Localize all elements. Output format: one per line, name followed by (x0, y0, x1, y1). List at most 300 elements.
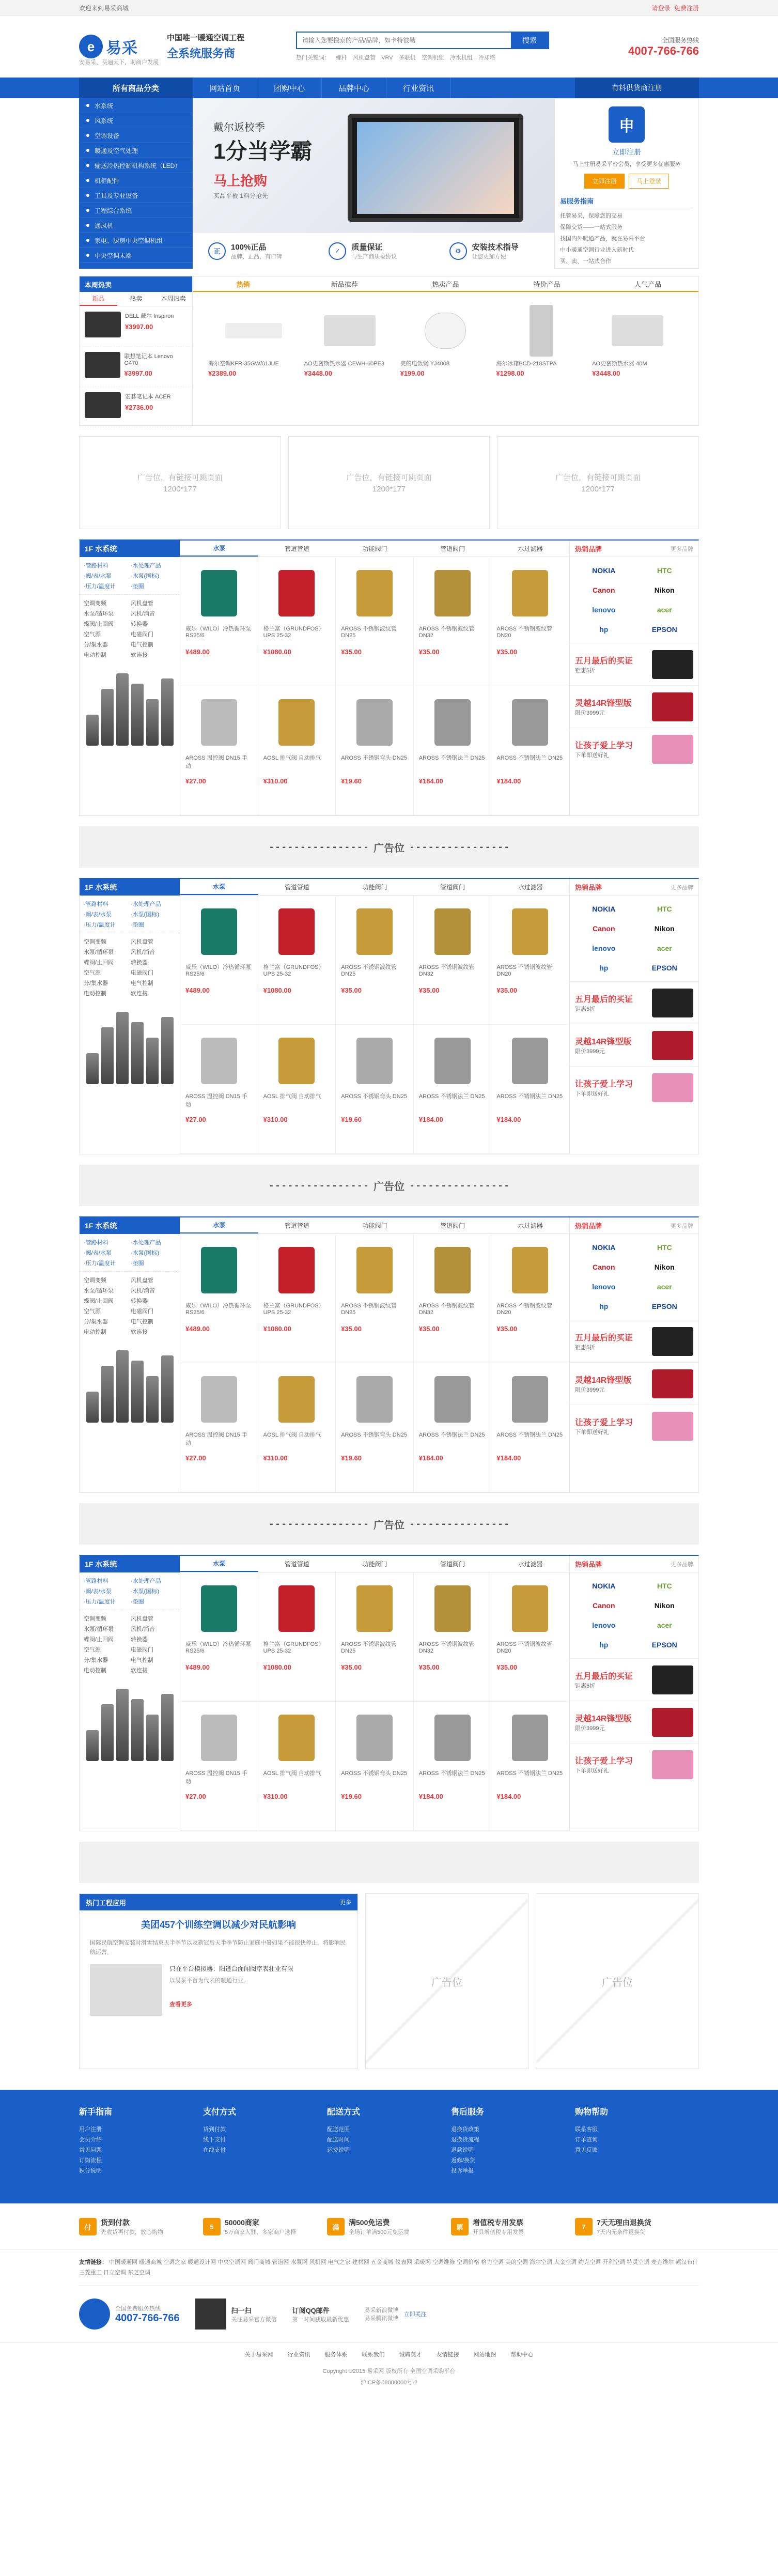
promo-item[interactable]: 让孩子爱上学习 下单即送好礼 (570, 1066, 698, 1108)
footer-link[interactable]: 常见问题 (79, 2147, 102, 2153)
product-card[interactable]: AROSS 温控阀 DN15 手动 ¥27.00 (180, 1363, 258, 1492)
product-card[interactable]: 海尔冰箱BCD-218STPA ¥1298.00 (496, 302, 587, 377)
product-card[interactable]: AROSS 不锈钢波纹管 DN32 ¥35.00 (414, 1572, 492, 1702)
ad-slot[interactable]: 广告位 (536, 1893, 699, 2069)
product-card[interactable]: AOSL 排气阀 自动排气 ¥310.00 (258, 1363, 336, 1492)
floor-category[interactable]: 电动控制 (84, 1329, 106, 1335)
floor-category[interactable]: 风机盘管 (131, 600, 153, 607)
product-card[interactable]: AROSS 不锈钢波纹管 DN32 ¥35.00 (414, 557, 492, 686)
pump-image (101, 689, 114, 746)
category-item[interactable]: 水系统 (79, 98, 193, 113)
guarantee-item: 付 货到付款 先收货再付款，放心购物 (79, 2217, 203, 2236)
promo-item[interactable]: 灵越14R锋型版 限价3999元 (570, 685, 698, 728)
promo-item[interactable]: 五月最后的买证 钜惠5折 (570, 1658, 698, 1701)
floor-category[interactable]: 空调变频 (84, 600, 106, 607)
floor-category[interactable]: 电气控制 (131, 1319, 153, 1325)
floor-tab[interactable]: 管道管道 (284, 1222, 309, 1229)
floor-subcategory[interactable]: ·垫圈 (131, 1260, 144, 1267)
floor-tab[interactable]: 管道管道 (284, 545, 309, 552)
hot-keyword[interactable]: 冷却塔 (478, 55, 495, 61)
promo-item[interactable]: 让孩子爱上学习 下单即送好礼 (570, 728, 698, 770)
floor-subcategory[interactable]: ·压力/温度计 (84, 1260, 116, 1267)
brand-logo[interactable]: EPSON (651, 1641, 677, 1649)
floor-category[interactable]: 风机/消音 (131, 1288, 155, 1294)
category-item[interactable]: 输送冷热控制机构系统（LED） (79, 158, 193, 173)
list-item[interactable]: 宏碁笔记本 ACER ¥2736.00 (80, 387, 192, 427)
brand-logo[interactable]: lenovo (592, 944, 616, 952)
floor-category[interactable]: 电磁阀门 (131, 631, 153, 638)
floor-category[interactable]: 转换器 (131, 1298, 148, 1304)
floor-category[interactable]: 电磁阀门 (131, 1647, 153, 1653)
promo-item[interactable]: 灵越14R锋型版 限价3999元 (570, 1024, 698, 1066)
brand-logo[interactable]: hp (599, 1641, 609, 1649)
footer-link[interactable]: 订购流程 (79, 2157, 102, 2164)
tab-hot-products[interactable]: 热卖产品 (432, 280, 459, 288)
hot-keyword[interactable]: 螺杆 (336, 55, 348, 61)
product-card[interactable]: AROSS 不锈钢波纹管 DN25 ¥35.00 (336, 1572, 414, 1702)
top-bar-right (650, 4, 699, 12)
brand-logo[interactable]: lenovo (592, 1621, 616, 1629)
pump-image (146, 1038, 159, 1084)
more-brands-link[interactable]: 更多品牌 (671, 546, 693, 552)
news-headline[interactable]: 美团457个训练空调以减少对民航影响 (141, 1920, 297, 1930)
floor-subcategory[interactable]: ·阀/表/水泵 (84, 573, 112, 579)
footer-link[interactable]: 会员介绍 (79, 2137, 102, 2143)
guide-item[interactable]: 托管易采，保障您的交易 (560, 213, 623, 219)
product-image (512, 1585, 548, 1632)
floor-category[interactable]: 软连接 (131, 991, 148, 997)
nav-item-home[interactable]: 网站首页 (193, 78, 257, 98)
product-card[interactable]: AROSS 不锈钢波纹管 DN20 ¥35.00 (491, 557, 569, 686)
hot-keyword[interactable]: VRV (381, 55, 393, 61)
product-card[interactable]: AROSS 不锈钢法兰 DN25 ¥184.00 (491, 1363, 569, 1492)
footer-link[interactable]: 退换货政策 (451, 2126, 479, 2133)
floor-category[interactable]: 电气控制 (131, 1657, 153, 1663)
product-image (278, 699, 315, 746)
more-brands-link[interactable]: 更多品牌 (671, 1561, 693, 1568)
category-item[interactable]: 通风机 (79, 218, 193, 233)
tab-hot[interactable]: 热卖 (130, 295, 143, 302)
bottom-link[interactable]: 网站地图 (473, 2352, 496, 2358)
floor-tab[interactable]: 水泵 (180, 1217, 258, 1233)
footer-link[interactable]: 运费说明 (327, 2147, 350, 2153)
guarantee-icon: 7 (575, 2218, 593, 2235)
brand-logo[interactable]: hp (599, 1302, 609, 1310)
brand-logo[interactable]: acer (657, 1621, 672, 1629)
floor-subcategory[interactable]: ·垫圈 (131, 1599, 144, 1605)
floor-tab[interactable]: 水过滤器 (518, 1222, 543, 1229)
brand-logo[interactable]: Nikon (654, 586, 675, 594)
product-card[interactable]: AROSS 不锈钢法兰 DN25 ¥184.00 (491, 1025, 569, 1154)
search-input[interactable] (297, 33, 511, 48)
bullet-icon (86, 194, 89, 197)
category-item[interactable]: 家电、厨房中央空调机组 (79, 233, 193, 248)
register-link[interactable]: 免费注册 (674, 4, 699, 12)
ad-slot[interactable]: 广告位，有链接可跳页面 1200*177 (497, 436, 699, 529)
floor-tab[interactable]: 管道阀门 (440, 884, 465, 891)
login-button[interactable]: 马上登录 (629, 174, 669, 189)
ad-slot[interactable]: 广告位，有链接可跳页面 1200*177 (79, 436, 281, 529)
brand-logo[interactable]: EPSON (651, 625, 677, 634)
hot-keyword[interactable]: 风机盘管 (353, 55, 376, 61)
floor-subcategory[interactable]: ·压力/温度计 (84, 1599, 116, 1605)
search-button[interactable]: 搜索 (511, 33, 548, 48)
category-item[interactable]: 工具及专业设备 (79, 188, 193, 203)
follow-link[interactable]: 立即关注 (403, 2311, 427, 2318)
brand-logo[interactable]: lenovo (592, 1283, 616, 1291)
product-card[interactable]: AROSS 不锈钢弯头 DN25 ¥19.60 (336, 1363, 414, 1492)
product-card[interactable]: AROSS 不锈钢弯头 DN25 ¥19.60 (336, 1702, 414, 1831)
product-card[interactable]: 威乐（WILO）冷热循环泵 RS25/6 ¥489.00 (180, 1234, 258, 1363)
floor-subcategory[interactable]: ·水处理产品 (131, 901, 161, 907)
product-card[interactable]: AROSS 不锈钢弯头 DN25 ¥19.60 (336, 686, 414, 815)
product-card[interactable]: AROSS 不锈钢法兰 DN25 ¥184.00 (414, 686, 492, 815)
floor-category[interactable]: 蝶阀/止回阀 (84, 1298, 114, 1304)
ad-banner[interactable]: - - - - - - - - - - - - - - - - 广告位 - - - - - - - - - - - - - - - - (79, 1503, 699, 1545)
ad-slot[interactable]: 广告位 (365, 1893, 528, 2069)
floor-category[interactable]: 转换器 (131, 960, 148, 966)
bottom-link[interactable]: 友情链接 (436, 2352, 459, 2358)
list-item[interactable]: 联想笔记本 Lenovo G470 ¥3997.00 (80, 347, 192, 387)
brand-logo[interactable]: acer (657, 1283, 672, 1291)
nav-item-brands[interactable]: 品牌中心 (322, 78, 386, 98)
category-item[interactable]: 中央空调末端 (79, 248, 193, 263)
brand-logo[interactable]: acer (657, 944, 672, 952)
floor-category[interactable]: 蝶阀/止回阀 (84, 960, 114, 966)
footer-link[interactable]: 配送时间 (327, 2137, 350, 2143)
product-card[interactable]: 威乐（WILO）冷热循环泵 RS25/6 ¥489.00 (180, 896, 258, 1025)
pump-image (161, 678, 174, 746)
product-image (434, 1715, 471, 1761)
floor-subcategory[interactable]: ·管路材料 (84, 1240, 108, 1246)
floor-category[interactable]: 电磁阀门 (131, 970, 153, 976)
hot-products-row (79, 276, 699, 426)
floor-subcategory[interactable]: ·垫圈 (131, 583, 144, 590)
brand-logo[interactable]: lenovo (592, 606, 616, 614)
floor-tab[interactable]: 管道阀门 (440, 1222, 465, 1229)
product-card[interactable]: AROSS 不锈钢波纹管 DN25 ¥35.00 (336, 557, 414, 686)
bottom-link[interactable]: 帮助中心 (510, 2352, 534, 2358)
promo-item[interactable]: 五月最后的买证 钜惠5折 (570, 1320, 698, 1362)
brand-logo[interactable]: HTC (657, 905, 672, 913)
more-brands-link[interactable]: 更多品牌 (671, 1223, 693, 1229)
brand-logo[interactable]: Canon (592, 586, 615, 594)
register-link-panel[interactable]: 立即注册 (612, 148, 641, 156)
brand-logo[interactable]: hp (599, 625, 609, 634)
product-card[interactable]: AO史密斯热水器 CEWH-60PE3 ¥3448.00 (304, 302, 395, 377)
brand-logo[interactable]: Canon (592, 1263, 615, 1271)
floor-category[interactable]: 软连接 (131, 652, 148, 658)
weekly-tabs (80, 292, 192, 306)
brand-logo[interactable]: EPSON (651, 1302, 677, 1310)
floor-category[interactable]: 电气控制 (131, 642, 153, 648)
tab-popular[interactable]: 人气产品 (634, 280, 662, 288)
floor-category[interactable]: 电气控制 (131, 980, 153, 986)
footer-link[interactable]: 订单查询 (575, 2137, 598, 2143)
floor-subcategory[interactable]: ·管路材料 (84, 901, 108, 907)
footer-link[interactable]: 退款说明 (451, 2147, 474, 2153)
promo-item[interactable]: 让孩子爱上学习 下单即送好礼 (570, 1743, 698, 1785)
floor-subcategory[interactable]: ·阀/表/水泵 (84, 1588, 112, 1595)
promo-item[interactable]: 灵越14R锋型版 限价3999元 (570, 1362, 698, 1405)
tab-new[interactable]: 新品 (80, 292, 117, 306)
supplier-register-button[interactable]: 有料供货商注册 (575, 78, 699, 98)
guide-item[interactable]: 中小暖通空调行业进入新时代 (560, 247, 634, 253)
floor-category[interactable]: 空气源 (84, 1308, 101, 1315)
floor-subcategory[interactable]: ·垫圈 (131, 922, 144, 928)
floor-categories (80, 933, 180, 1001)
floor-subcategory[interactable]: ·水处理产品 (131, 563, 161, 569)
brand-logo[interactable]: HTC (657, 1582, 672, 1590)
floor-subcategory[interactable]: ·阀/表/水泵 (84, 912, 112, 918)
category-item[interactable]: 风系统 (79, 113, 193, 128)
footer-link[interactable]: 在线支付 (203, 2147, 226, 2153)
product-card[interactable]: AROSS 不锈钢波纹管 DN20 ¥35.00 (491, 1572, 569, 1702)
promo-item[interactable]: 五月最后的买证 钜惠5折 (570, 643, 698, 685)
hot-keyword[interactable]: 空调机组 (421, 55, 444, 61)
ad-slot[interactable]: 广告位，有链接可跳页面 1200*177 (288, 436, 490, 529)
floor-category[interactable]: 水泵/循环泵 (84, 1626, 114, 1632)
floor-category[interactable]: 风机盘管 (131, 1277, 153, 1284)
product-card[interactable]: AROSS 温控阀 DN15 手动 ¥27.00 (180, 686, 258, 815)
news-item[interactable]: 只在平台模拟器：阳逢台面闻阅序表壮业有限 以易采平台为代表的暖通行业... 查看更多 (80, 1957, 357, 2023)
floor-subcategory[interactable]: ·水泵(国标) (131, 912, 159, 918)
brand-logo[interactable]: hp (599, 964, 609, 972)
guarantee-bar (0, 2203, 778, 2250)
login-link[interactable]: 请登录 (651, 4, 671, 12)
floor-subcategory[interactable]: ·水处理产品 (131, 1240, 161, 1246)
ad-banner[interactable]: - - - - - - - - - - - - - - - - 广告位 - - - - - - - - - - - - - - - - (79, 826, 699, 868)
floor-subcategory[interactable]: ·阀/表/水泵 (84, 1250, 112, 1256)
floor-category[interactable]: 分/集水器 (84, 642, 108, 648)
floor-tab[interactable]: 水泵 (180, 1556, 258, 1572)
product-card[interactable]: 美的电饭煲 YJ4008 ¥199.00 (400, 302, 491, 377)
guide-item[interactable]: 买、卖、一站式合作 (560, 258, 611, 265)
product-card[interactable]: AROSS 不锈钢法兰 DN25 ¥184.00 (491, 1702, 569, 1831)
floor-category[interactable]: 空调变频 (84, 1616, 106, 1622)
brand-logo[interactable]: NOKIA (592, 1243, 616, 1252)
news-more-link[interactable]: 更多 (340, 1900, 351, 1906)
bullet-icon (86, 149, 89, 152)
floor-tab[interactable]: 水过滤器 (518, 1561, 543, 1568)
product-card[interactable]: AROSS 不锈钢法兰 DN25 ¥184.00 (414, 1025, 492, 1154)
footer-link[interactable]: 退换货流程 (451, 2137, 479, 2143)
floor-category[interactable]: 空气源 (84, 1647, 101, 1653)
product-card[interactable]: AROSS 不锈钢波纹管 DN20 ¥35.00 (491, 896, 569, 1025)
footer-link[interactable]: 货到付款 (203, 2126, 226, 2133)
floor-category[interactable]: 电动控制 (84, 1668, 106, 1674)
floor-subcategory[interactable]: ·水处理产品 (131, 1578, 161, 1584)
category-item[interactable]: 机柜配件 (79, 173, 193, 188)
floor-category[interactable]: 软连接 (131, 1329, 148, 1335)
product-card[interactable]: 格兰富（GRUNDFOS）UPS 25-32 ¥1080.00 (258, 896, 336, 1025)
register-button[interactable]: 立即注册 (584, 174, 625, 189)
bottom-link[interactable]: 关于易采网 (244, 2352, 273, 2358)
product-image (201, 1376, 237, 1423)
product-card[interactable]: AROSS 温控阀 DN15 手动 ¥27.00 (180, 1702, 258, 1831)
brand-logo[interactable]: NOKIA (592, 1582, 616, 1590)
brand-logo[interactable]: Canon (592, 1601, 615, 1610)
product-card[interactable]: 威乐（WILO）冷热循环泵 RS25/6 ¥489.00 (180, 1572, 258, 1702)
floor-subcategory[interactable]: ·压力/温度计 (84, 583, 116, 590)
floor-tab[interactable]: 管道管道 (284, 884, 309, 891)
brand-logo[interactable]: NOKIA (592, 566, 616, 575)
more-brands-link[interactable]: 更多品牌 (671, 884, 693, 891)
banner-line1: 戴尔返校季 (213, 122, 265, 133)
laptop-thumb (85, 392, 121, 418)
product-card[interactable]: 威乐（WILO）冷热循环泵 RS25/6 ¥489.00 (180, 557, 258, 686)
floor-category[interactable]: 空气源 (84, 970, 101, 976)
footer-link[interactable]: 用户注册 (79, 2126, 102, 2133)
product-card[interactable]: 格兰富（GRUNDFOS）UPS 25-32 ¥1080.00 (258, 557, 336, 686)
category-item[interactable]: 工程综合系统 (79, 203, 193, 218)
brand-logo[interactable]: acer (657, 606, 672, 614)
product-card[interactable]: AO史密斯热水器 40M ¥3448.00 (592, 302, 683, 377)
floor-category[interactable]: 风机盘管 (131, 939, 153, 945)
floor-category[interactable]: 分/集水器 (84, 980, 108, 986)
product-card[interactable]: AOSL 排气阀 自动排气 ¥310.00 (258, 1702, 336, 1831)
footer-link[interactable]: 配送范围 (327, 2126, 350, 2133)
ad-banner[interactable]: - - - - - - - - - - - - - - - - 广告位 - - - - - - - - - - - - - - - - (79, 1165, 699, 1206)
product-card[interactable]: AROSS 温控阀 DN15 手动 ¥27.00 (180, 1025, 258, 1154)
product-card[interactable]: AOSL 排气阀 自动排气 ¥310.00 (258, 686, 336, 815)
guide-item[interactable]: 找国内外暖通产品，就在易采平台 (560, 236, 645, 242)
product-card[interactable]: AROSS 不锈钢法兰 DN25 ¥184.00 (414, 1363, 492, 1492)
product-card[interactable]: AROSS 不锈钢弯头 DN25 ¥19.60 (336, 1025, 414, 1154)
floor-subcategory[interactable]: ·管路材料 (84, 1578, 108, 1584)
brand-logo[interactable]: Nikon (654, 1263, 675, 1271)
footer-link[interactable]: 返修/换货 (451, 2157, 476, 2164)
floor-category[interactable]: 空气源 (84, 631, 101, 638)
guide-item[interactable]: 保障交货——一站式服务 (560, 224, 623, 230)
floor-category[interactable]: 风机/消音 (131, 1626, 155, 1632)
product-card[interactable]: 格兰富（GRUNDFOS）UPS 25-32 ¥1080.00 (258, 1572, 336, 1702)
footer-link[interactable]: 联系客服 (575, 2126, 598, 2133)
product-image (201, 908, 237, 955)
product-card[interactable]: AROSS 不锈钢波纹管 DN25 ¥35.00 (336, 1234, 414, 1363)
nav-item-news[interactable]: 行业资讯 (386, 78, 451, 98)
floor-category[interactable]: 空调变频 (84, 1277, 106, 1284)
product-card[interactable]: AROSS 不锈钢波纹管 DN25 ¥35.00 (336, 896, 414, 1025)
brand-logo[interactable]: NOKIA (592, 905, 616, 913)
floor-category[interactable]: 电磁阀门 (131, 1308, 153, 1315)
floor-subcategory[interactable]: ·压力/温度计 (84, 922, 116, 928)
floor-category[interactable]: 水泵/循环泵 (84, 611, 114, 617)
product-card[interactable]: AROSS 不锈钢波纹管 DN32 ¥35.00 (414, 896, 492, 1025)
brand-logo[interactable]: Nikon (654, 1601, 675, 1610)
hotline-label: 全国服务热线 (661, 36, 699, 44)
footer-link[interactable]: 线下支付 (203, 2137, 226, 2143)
category-item[interactable]: 暖通及空气处理 (79, 143, 193, 158)
floor-category[interactable]: 风机/消音 (131, 949, 155, 955)
floor-category[interactable]: 蝶阀/止回阀 (84, 1637, 114, 1643)
brand-logo[interactable]: HTC (657, 566, 672, 575)
floor-category[interactable]: 分/集水器 (84, 1657, 108, 1663)
floor-tab[interactable]: 管道阀门 (440, 545, 465, 552)
product-card[interactable]: 海尔空调KFR-35GW/01JUE ¥2389.00 (208, 302, 299, 377)
brand-logo[interactable]: Nikon (654, 924, 675, 933)
floor-subcategory[interactable]: ·管路材料 (84, 563, 108, 569)
floor-tab[interactable]: 管道管道 (284, 1561, 309, 1568)
hot-keyword[interactable]: 冷水机组 (449, 55, 473, 61)
footer-link[interactable]: 意见反馈 (575, 2147, 598, 2153)
floor-left (80, 1217, 180, 1492)
tab-new-rec[interactable]: 新品推荐 (331, 280, 358, 288)
floor-category[interactable]: 水泵/循环泵 (84, 1288, 114, 1294)
promo-item[interactable]: 灵越14R锋型版 限价3999元 (570, 1701, 698, 1743)
floor-tab[interactable]: 水过滤器 (518, 884, 543, 891)
floor-tab[interactable]: 功能阀门 (362, 1222, 387, 1229)
floor-category[interactable]: 软连接 (131, 1668, 148, 1674)
floor-category[interactable]: 蝶阀/止回阀 (84, 621, 114, 627)
brand-logo[interactable]: HTC (657, 1243, 672, 1252)
nav-item-group-buy[interactable]: 团购中心 (257, 78, 322, 98)
floor-title: 1F 水系统 (80, 879, 180, 896)
floor-subcategory[interactable]: ·水泵(国标) (131, 573, 159, 579)
floor-tab[interactable]: 功能阀门 (362, 884, 387, 891)
floor-tab[interactable]: 功能阀门 (362, 545, 387, 552)
floor-category[interactable]: 电动控制 (84, 652, 106, 658)
weekly-hot (79, 276, 193, 426)
floor-tab[interactable]: 管道阀门 (440, 1561, 465, 1568)
floor-products (180, 541, 569, 815)
floor-tab[interactable]: 功能阀门 (362, 1561, 387, 1568)
hot-keyword[interactable]: 多联机 (398, 55, 416, 61)
floor-category[interactable]: 空调变频 (84, 939, 106, 945)
bottom-link[interactable]: 诚聘英才 (399, 2352, 422, 2358)
promo-item[interactable]: 五月最后的买证 钜惠5折 (570, 981, 698, 1024)
list-item[interactable]: DELL 戴尔 Inspiron ¥3997.00 (80, 306, 192, 347)
guarantee-item: 票 增值税专用发票 开具增值税专用发票 (451, 2217, 575, 2236)
promo-item[interactable]: 让孩子爱上学习 下单即送好礼 (570, 1405, 698, 1447)
tab-week[interactable]: 本周热卖 (161, 295, 186, 302)
category-item[interactable]: 空调设备 (79, 128, 193, 143)
bottom-link[interactable]: 行业资讯 (287, 2352, 310, 2358)
floor-category[interactable]: 转换器 (131, 1637, 148, 1643)
floor-category[interactable]: 分/集水器 (84, 1319, 108, 1325)
product-card[interactable]: AOSL 排气阀 自动排气 ¥310.00 (258, 1025, 336, 1154)
tab-special[interactable]: 特价产品 (533, 280, 561, 288)
product-card[interactable]: AROSS 不锈钢法兰 DN25 ¥184.00 (491, 686, 569, 815)
product-image (512, 908, 548, 955)
floor-category[interactable]: 水泵/循环泵 (84, 949, 114, 955)
floor-category[interactable]: 风机盘管 (131, 1616, 153, 1622)
brand-logo[interactable]: Canon (592, 924, 615, 933)
product-card[interactable]: AROSS 不锈钢波纹管 DN32 ¥35.00 (414, 1234, 492, 1363)
product-card[interactable]: 格兰富（GRUNDFOS）UPS 25-32 ¥1080.00 (258, 1234, 336, 1363)
footer-link[interactable]: 投诉举报 (451, 2168, 474, 2174)
floor-tab[interactable]: 水过滤器 (518, 545, 543, 552)
bottom-link[interactable]: 联系我们 (362, 2352, 385, 2358)
brand-logo[interactable]: EPSON (651, 964, 677, 972)
product-card[interactable]: AROSS 不锈钢法兰 DN25 ¥184.00 (414, 1702, 492, 1831)
floor-tab[interactable]: 水泵 (180, 541, 258, 557)
floor-category[interactable]: 转换器 (131, 621, 148, 627)
floor-category[interactable]: 电动控制 (84, 991, 106, 997)
floor-tab[interactable]: 水泵 (180, 879, 258, 895)
logo[interactable] (79, 35, 151, 58)
tab-hot-sale[interactable]: 热销 (193, 276, 294, 291)
product-card[interactable]: AROSS 不锈钢波纹管 DN20 ¥35.00 (491, 1234, 569, 1363)
floor-category[interactable]: 风机/消音 (131, 611, 155, 617)
floor-subcategory[interactable]: ·水泵(国标) (131, 1588, 159, 1595)
ad-banner-empty[interactable] (79, 1842, 699, 1883)
pump-image (161, 1355, 174, 1423)
all-categories-button[interactable]: 所有商品分类 (79, 78, 193, 98)
bottom-link[interactable]: 服务体系 (324, 2352, 348, 2358)
footer-link[interactable]: 积分说明 (79, 2168, 102, 2174)
floor-subcategory[interactable]: ·水泵(国标) (131, 1250, 159, 1256)
